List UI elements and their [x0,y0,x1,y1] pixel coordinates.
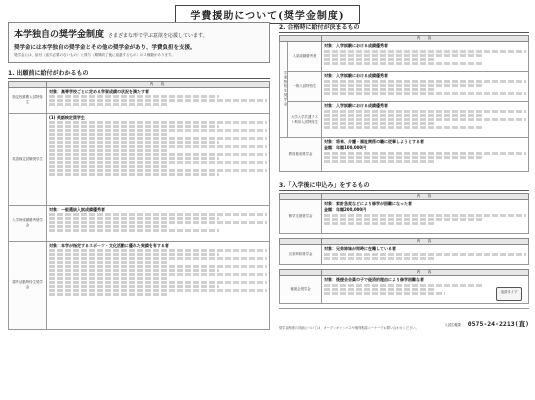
filler-line [324,152,526,155]
table-row [9,205,270,241]
filler-line [49,289,267,292]
filler-line [324,288,435,291]
side-label: 学業特待生奨学金 [282,70,287,107]
filler-line [324,84,482,87]
filler-line [49,257,267,260]
left-column [8,22,270,330]
filler-line [324,88,435,91]
filler-line [49,249,267,252]
filler-line [324,214,526,217]
row-lead: 対象：入学試験における成績優秀者 [324,43,388,48]
repayment-type-stamp [496,287,522,301]
filler-line [324,54,482,57]
row-content [322,200,529,234]
filler-line [49,173,219,176]
filler-line [324,126,482,129]
row-name: 入試成績優秀者 [288,42,322,72]
table-row [280,102,529,138]
filler-line [324,92,526,95]
row-content [47,87,270,113]
filler-line [49,145,267,148]
row-content [322,102,529,138]
filler-line [49,221,267,224]
section2-table [279,35,529,172]
row-lead: 対象：後援会会員の子で経済的理由により修学困難な者 [324,277,424,282]
filler-line [324,58,435,61]
filler-line [324,253,526,256]
section1-table [8,81,270,330]
filler-line [49,137,267,140]
row-name: 兄弟姉妹奨学金 [280,245,322,265]
page-title-wrap [0,4,535,24]
filler-line [49,165,169,168]
filler-line [49,213,267,216]
filler-line [49,149,169,152]
filler-line [49,121,267,124]
row-lead: 対象：家計急変などにより修学が困難になった者 [324,201,412,206]
filler-line [324,156,482,159]
section3c-header: 内 容 [322,270,529,276]
section3-table [279,193,529,234]
contact-label: 入試広報課 [444,323,461,327]
filler-line [49,95,219,98]
row-lead: 対象：将来、介護・福祉関係の職に従事しようとする者 [324,139,424,144]
filler-line [49,273,267,276]
table-row [280,42,529,72]
table-row [9,87,270,113]
row-name: 一般入試特待生 [288,72,322,102]
row-lead: 対象：入学試験における成績優秀者 [324,103,388,108]
filler-line [49,293,169,296]
intro-box [8,22,270,63]
section3-table-c [279,269,529,304]
row-content [322,245,529,265]
section3-title: 3.「入学後に申込み」をするもの [279,180,529,191]
intro-head [14,27,264,40]
row-name: 英語検定試験奨学生 [9,113,47,205]
filler-line [49,265,267,268]
filler-line [49,253,219,256]
filler-line [324,114,482,117]
row-name: 大学入学共通テスト利用入試特待生 [288,102,322,138]
row-lead: 対象：一般選抜入試成績優秀者 [49,206,105,212]
table-row [280,200,529,234]
intro-note: 奨学金には、給付（返す必要のないもの）と貸与（期間終了後に返還するもの）の２種類があります。 [14,53,175,57]
row-name: 修学支援奨学金 [280,200,322,234]
filler-line [324,257,435,260]
section1-title: 1. 出願前に給付がわかるもの [8,68,270,79]
filler-line [49,141,219,144]
filler-line [49,277,169,280]
filler-line [49,129,267,132]
filler-line [49,269,219,272]
row-content [47,205,270,241]
contact-footer [279,308,529,330]
stamp-label: 返済タイプ [500,290,518,294]
row-name: 課外活動特待生奨学金 [9,241,47,329]
table-row [9,241,270,329]
table-row [280,276,529,304]
row-lead: 対象：高等学校ごとに定める学習成績の状況を満たす者 [49,88,149,94]
filler-line [324,222,435,225]
intro-title: 本学独自の奨学金制度 [14,30,105,40]
filler-line [49,103,169,106]
filler-line [324,122,435,125]
filler-line [324,284,482,287]
intro-subtitle: さまざまな形で学ぶ意欲を応援しています。 [108,33,208,39]
section3b-header: 内 容 [322,239,529,245]
filler-line [49,169,267,172]
filler-line [324,292,445,295]
table-row [280,72,529,102]
filler-line [324,160,435,163]
section3-table-b [279,238,529,265]
row-amount: 金額：年額100,000円 [324,144,367,150]
row-name: 後援会奨学金 [280,276,322,304]
table-row [280,138,529,172]
row-lead: 対象：本学が指定するスポーツ・文化活動に優れた実績を有する者 [49,242,169,248]
row-lead: (1) 英語検定奨学生 [49,114,85,120]
filler-line [49,153,267,156]
row-lead: 対象：兄弟姉妹が同時に在籍している者 [324,246,396,251]
row-content [322,276,529,304]
filler-line [49,133,169,136]
filler-line [49,157,219,160]
row-content [322,72,529,102]
filler-line [49,125,219,128]
row-name: 教員養成奨学金 [280,138,322,172]
filler-line [49,285,219,288]
row-name: 指定校推薦入試特待生 [9,87,47,113]
filler-line [49,99,267,102]
row-content [47,241,270,329]
filler-line [324,50,526,53]
section2-header: 内 容 [322,36,529,42]
filler-line [49,229,219,232]
contact-tel-wrap [445,311,529,330]
filler-line [49,261,169,264]
row-lead: 対象：入学試験における成績優秀者 [324,73,388,78]
intro-lead: 奨学金には本学独自の奨学金とその他の奨学金があり、学費負担を支援。 [14,45,196,51]
side-label-cell [280,42,288,138]
filler-line [324,80,526,83]
filler-line [324,218,482,221]
filler-line [324,110,526,113]
filler-line [49,225,169,228]
row-content [322,42,529,72]
filler-line [49,161,267,164]
filler-line [49,281,267,284]
right-column [279,22,529,330]
section1-header: 内 容 [47,81,270,87]
table-row [9,113,270,205]
filler-line [324,118,526,121]
contact-note: 奨学金制度の詳細については、オープンキャンパスや個別相談コーナーでお問い合わせください。 [279,325,419,330]
page-title: 学費援助について(奨学金制度) [175,5,359,24]
filler-line [49,217,219,220]
table-row [280,245,529,265]
filler-line [324,62,482,65]
section3-header: 内 容 [322,194,529,200]
row-amount: 金額：年額200,000円 [324,206,367,212]
row-content [47,113,270,205]
section2-title: 2. 合格時に給付が決まるもの [279,22,529,33]
contact-tel: 0575-24-2213(直) [467,320,529,328]
row-content [322,138,529,172]
row-name: 入学時成績優秀奨学金 [9,205,47,241]
